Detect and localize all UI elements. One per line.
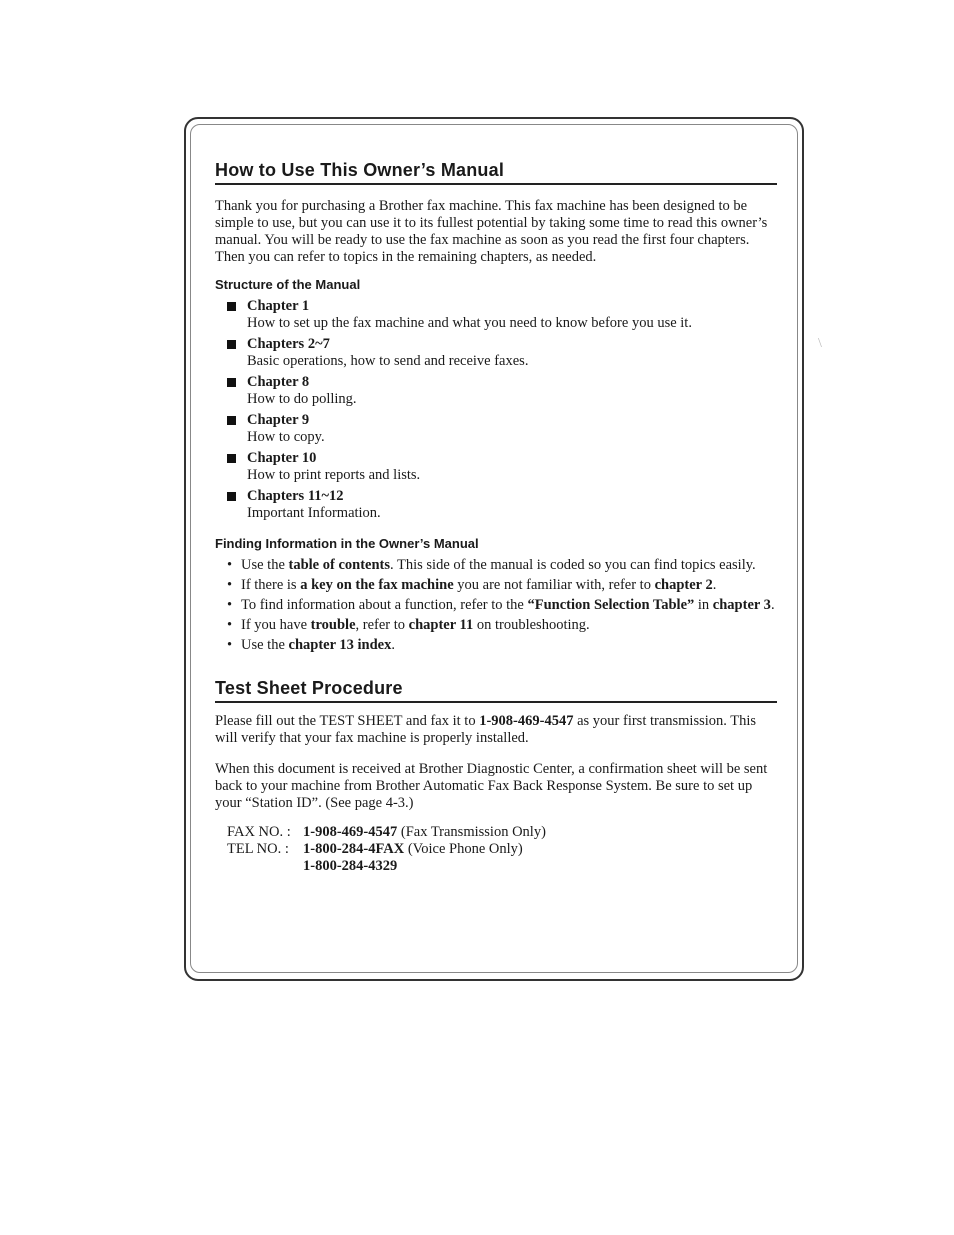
test-sheet-paragraph-1 <box>215 713 777 747</box>
bullet-bold-text: “Function Selection Table” <box>527 597 695 613</box>
chapter-title: Chapters 2~7 <box>247 336 330 352</box>
tel-number-2: 1-800-284-4329 <box>303 858 398 874</box>
bullet-text: . <box>770 597 775 613</box>
structure-heading: Structure of the Manual <box>215 277 361 292</box>
tel-row <box>227 841 777 858</box>
chapter-title: Chapter 8 <box>247 374 310 390</box>
test-sheet-paragraph-2: When this document is received at Brother Diagnostic Center, a confirmation sheet will be sent back to your machine from Brother Automatic Fax Back Response System. Be sure to set up your “Station ID”. (See page 4-3.) <box>215 761 768 811</box>
bullet-dot-icon: • <box>227 577 233 593</box>
bullet-text: Use the <box>241 637 289 653</box>
fax-row <box>227 824 777 841</box>
bullet-text: on troubleshooting. <box>473 617 590 633</box>
square-bullet-icon <box>227 416 236 425</box>
chapter-title: Chapter 10 <box>247 450 317 466</box>
bullet-bold-text: chapter 11 <box>408 617 474 633</box>
bullet-text: Use the <box>241 557 289 573</box>
chapter-desc: Important Information. <box>247 505 381 521</box>
fax-number-inline: 1-908-469-4547 <box>479 713 574 729</box>
chapter-desc: Basic operations, how to send and receive faxes. <box>247 353 529 369</box>
fax-note: (Fax Transmission Only) <box>397 824 546 840</box>
contact-numbers <box>227 824 777 875</box>
paragraph-text: Please fill out the TEST SHEET and fax it to <box>215 713 480 729</box>
bullet-text: If you have <box>241 617 311 633</box>
bullet-text: , refer to <box>355 617 409 633</box>
manual-content <box>215 160 777 875</box>
intro-paragraph: Thank you for purchasing a Brother fax machine. This fax machine has been designed to be simple to use, but you can use it to its fullest potential by taking some time to read this owner’s manual. You will be ready to use the fax machine as soon as you read the first four chapters. Then you can refer to topics in the remaining chapters, as needed. <box>215 198 768 265</box>
chapter-item <box>227 450 777 484</box>
section-title-how-to-use: How to Use This Owner’s Manual <box>215 160 777 185</box>
bullet-dot-icon: • <box>227 597 233 613</box>
tel-number: 1-800-284-4FAX <box>303 841 405 857</box>
bullet-bold-text: table of contents <box>288 557 391 573</box>
bullet-text: you are not familiar with, refer to <box>453 577 655 593</box>
bullet-dot-icon: • <box>227 617 233 633</box>
chapter-desc: How to print reports and lists. <box>247 467 421 483</box>
bullet-item <box>227 557 777 574</box>
bullet-item <box>227 617 777 634</box>
chapter-item <box>227 412 777 446</box>
square-bullet-icon <box>227 302 236 311</box>
chapter-item <box>227 488 777 522</box>
chapter-item <box>227 374 777 408</box>
bullet-text: . <box>391 637 395 653</box>
test-sheet-section <box>215 678 777 875</box>
scan-mark: \ <box>818 336 822 351</box>
finding-bullet-list <box>227 557 777 654</box>
chapter-list <box>227 298 777 522</box>
bullet-text: . <box>712 577 717 593</box>
fax-label: FAX NO. : <box>227 824 291 840</box>
bullet-item <box>227 637 777 654</box>
bullet-text: . This side of the manual is coded so you can find topics easily. <box>390 557 756 573</box>
tel-note: (Voice Phone Only) <box>404 841 523 857</box>
paragraph-text: as your first transmission. This will verify that your fax machine is properly installed. <box>215 713 757 746</box>
tel-row-2 <box>227 858 777 875</box>
chapter-item <box>227 336 777 370</box>
chapter-title: Chapters 11~12 <box>247 488 344 504</box>
bullet-item <box>227 577 777 594</box>
bullet-text: If there is <box>241 577 301 593</box>
bullet-bold-text: chapter 2 <box>654 577 713 593</box>
square-bullet-icon <box>227 340 236 349</box>
finding-heading: Finding Information in the Owner’s Manual <box>215 536 479 551</box>
square-bullet-icon <box>227 378 236 387</box>
tel-label: TEL NO. : <box>227 841 289 857</box>
bullet-bold-text: trouble <box>310 617 356 633</box>
bullet-bold-text: chapter 3 <box>712 597 771 613</box>
fax-number: 1-908-469-4547 <box>303 824 398 840</box>
bullet-dot-icon: • <box>227 637 233 653</box>
chapter-desc: How to do polling. <box>247 391 357 407</box>
bullet-text: in <box>694 597 713 613</box>
square-bullet-icon <box>227 492 236 501</box>
chapter-title: Chapter 1 <box>247 298 310 314</box>
bullet-bold-text: chapter 13 index <box>288 637 392 653</box>
chapter-desc: How to copy. <box>247 429 325 445</box>
chapter-item <box>227 298 777 332</box>
section-title-test-sheet: Test Sheet Procedure <box>215 678 777 703</box>
chapter-desc: How to set up the fax machine and what you need to know before you use it. <box>247 315 692 331</box>
bullet-bold-text: a key on the fax machine <box>300 577 454 593</box>
bullet-dot-icon: • <box>227 557 233 573</box>
chapter-title: Chapter 9 <box>247 412 310 428</box>
bullet-text: To find information about a function, refer to the <box>241 597 528 613</box>
bullet-item <box>227 597 777 614</box>
square-bullet-icon <box>227 454 236 463</box>
